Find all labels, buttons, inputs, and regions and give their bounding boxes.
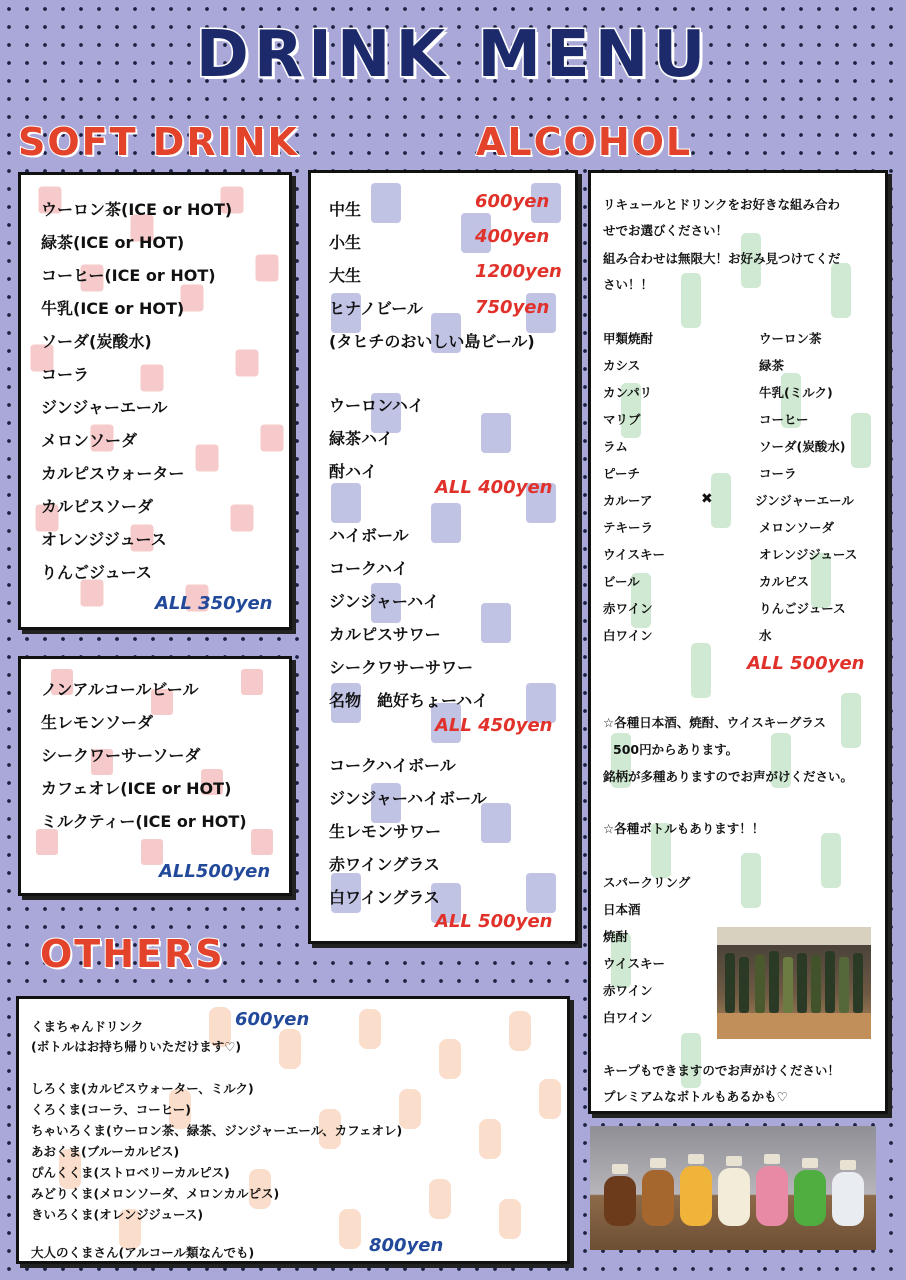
bottle-item: 赤ワイン	[603, 983, 653, 998]
menu-item: 生レモンサワー	[329, 822, 442, 841]
flavor-item: ちゃいろくま(ウーロン茶、緑茶、ジンジャーエール、カフェオレ)	[31, 1123, 403, 1138]
mixer-item: ソーダ(炭酸水)	[759, 439, 846, 454]
beer-price: 750yen	[475, 297, 550, 318]
menu-item: コークハイ	[329, 559, 409, 578]
alcohol-header: ALCOHOL	[476, 120, 693, 164]
beer-price: 1200yen	[475, 261, 562, 282]
menu-item: シークワーサーソーダ	[41, 746, 201, 765]
liqueur-item: ピーチ	[603, 466, 641, 481]
liqueur-item: 白ワイン	[603, 628, 653, 643]
liqueur-item: マリブ	[603, 412, 641, 427]
beer-note: (タヒチのおいしい島ビール)	[329, 332, 535, 351]
bottle-item: スパークリング	[603, 875, 691, 890]
bottles-photo	[717, 927, 871, 1039]
others-box	[16, 996, 570, 1264]
price-label: ALL 500yen	[747, 653, 865, 674]
mixer-item: カルピス	[759, 574, 810, 589]
wine-bottles-image	[717, 927, 871, 1039]
menu-item: コーラ	[41, 365, 90, 384]
others-header: OTHERS	[40, 932, 225, 976]
intro-text: 組み合わせは無限大！お好み見つけてくだ	[603, 251, 841, 266]
beer-name: 中生	[329, 200, 362, 219]
flavor-item: ぴんくくま(ストロベリーカルピス)	[31, 1165, 230, 1180]
price-label: ALL 450yen	[435, 715, 553, 736]
liqueur-item: 甲類焼酎	[603, 331, 654, 346]
menu-item: メロンソーダ	[41, 431, 138, 450]
menu-item: ウーロン茶(ICE or HOT)	[41, 200, 233, 219]
note-text: ☆各種日本酒、焼酎、ウイスキーグラス	[603, 715, 826, 730]
price-label: ALL 400yen	[435, 477, 553, 498]
menu-item: 生レモンソーダ	[41, 713, 154, 732]
liqueur-item: ビール	[603, 574, 640, 589]
menu-item: カフェオレ(ICE or HOT)	[41, 779, 232, 798]
menu-item: オレンジジュース	[41, 530, 167, 549]
cross-icon: ✖	[701, 491, 713, 507]
soft-drink-box	[18, 172, 292, 630]
menu-item: ソーダ(炭酸水)	[41, 332, 152, 351]
mixer-item: コーヒー	[759, 412, 809, 427]
menu-item: コークハイボール	[329, 756, 456, 775]
flavor-item: しろくま(カルピスウォーター、ミルク)	[31, 1081, 254, 1096]
menu-item: ウーロンハイ	[329, 396, 424, 415]
mixer-item: 牛乳(ミルク)	[759, 385, 833, 400]
menu-item: 赤ワイングラス	[329, 855, 440, 874]
adult-kuma-name: 大人のくまさん(アルコール類なんでも)	[31, 1245, 255, 1260]
price-label: ALL500yen	[159, 861, 271, 882]
liqueur-item: カルーア	[603, 493, 653, 508]
intro-text: せでお選びください！	[603, 223, 729, 238]
bear-bottles-image	[590, 1126, 876, 1250]
beer-price: 400yen	[475, 226, 550, 247]
menu-item: シークワサーサワー	[329, 658, 474, 677]
mixer-item: りんごジュース	[759, 601, 846, 616]
note-text: ☆各種ボトルもあります！！	[603, 821, 765, 836]
note-text: 銘柄が多種ありますのでお声がけください。	[603, 769, 854, 784]
liqueur-item: カシス	[603, 358, 641, 373]
soft-drink-header: SOFT DRINK	[18, 120, 299, 164]
bottle-item: ウイスキー	[603, 956, 666, 971]
menu-item: 緑茶(ICE or HOT)	[41, 233, 185, 252]
menu-item: 牛乳(ICE or HOT)	[41, 299, 185, 318]
menu-item: 名物 絶好ちょーハイ	[329, 691, 489, 710]
page-title: DRINK MENU	[195, 18, 711, 92]
keep-text: プレミアムなボトルもあるかも♡	[603, 1089, 788, 1104]
beer-name: 小生	[329, 233, 362, 252]
flavor-item: あおくま(ブルーカルピス)	[31, 1144, 180, 1159]
kuma-drink-note: (ボトルはお持ち帰りいただけます♡)	[31, 1039, 242, 1054]
note-text: 500円からあります。	[613, 742, 739, 757]
menu-item: ジンジャーハイボール	[329, 789, 487, 808]
kuma-drink-name: くまちゃんドリンク	[31, 1019, 144, 1034]
menu-item: カルピスウォーター	[41, 464, 185, 483]
flavor-item: くろくま(コーラ、コーヒー)	[31, 1102, 191, 1117]
menu-item: ミルクティー(ICE or HOT)	[41, 812, 247, 831]
mixer-item: 水	[759, 628, 772, 643]
bottle-item: 焼酎	[603, 929, 629, 944]
bottle-item: 白ワイン	[603, 1010, 653, 1025]
menu-item: ジンジャーエール	[41, 398, 168, 417]
menu-item: ノンアルコールビール	[41, 680, 199, 699]
menu-item: ハイボール	[329, 526, 409, 545]
intro-text: リキュールとドリンクをお好きな組み合わ	[603, 197, 841, 212]
menu-item: 白ワイングラス	[329, 888, 440, 907]
liqueur-item: 赤ワイン	[603, 601, 653, 616]
mixer-item: 緑茶	[759, 358, 785, 373]
beer-name: ヒナノビール	[329, 299, 423, 318]
flavor-item: みどりくま(メロンソーダ、メロンカルピス)	[31, 1186, 280, 1201]
intro-text: さい！！	[603, 277, 654, 292]
beer-price: 600yen	[475, 191, 550, 212]
mix-drink-box	[588, 170, 888, 1114]
non-alcohol-box	[18, 656, 292, 896]
liqueur-item: ラム	[603, 439, 628, 454]
menu-item: 緑茶ハイ	[329, 429, 394, 448]
kuma-drink-price: 600yen	[235, 1009, 310, 1030]
menu-item: 酎ハイ	[329, 462, 378, 481]
flavor-item: きいろくま(オレンジジュース)	[31, 1207, 204, 1222]
mixer-item: メロンソーダ	[759, 520, 835, 535]
beer-name: 大生	[329, 266, 362, 285]
liqueur-item: ウイスキー	[603, 547, 666, 562]
menu-item: コーヒー(ICE or HOT)	[41, 266, 216, 285]
bottle-item: 日本酒	[603, 902, 641, 917]
liqueur-item: カンパリ	[603, 385, 653, 400]
menu-item: カルピスサワー	[329, 625, 441, 644]
mixer-item: ジンジャーエール	[755, 493, 854, 508]
mixer-item: コーラ	[759, 466, 797, 481]
adult-kuma-price: 800yen	[369, 1235, 444, 1256]
mixer-item: ウーロン茶	[759, 331, 822, 346]
liqueur-item: テキーラ	[603, 520, 654, 535]
mixer-item: オレンジジュース	[759, 547, 858, 562]
keep-text: キープもできますのでお声がけください！	[603, 1063, 840, 1078]
menu-item: カルピスソーダ	[41, 497, 154, 516]
price-label: ALL 500yen	[435, 911, 553, 932]
alcohol-box	[308, 170, 578, 944]
menu-item: ジンジャーハイ	[329, 592, 440, 611]
bear-bottles-photo	[590, 1126, 876, 1250]
menu-item: りんごジュース	[41, 563, 152, 582]
price-label: ALL 350yen	[155, 593, 273, 614]
